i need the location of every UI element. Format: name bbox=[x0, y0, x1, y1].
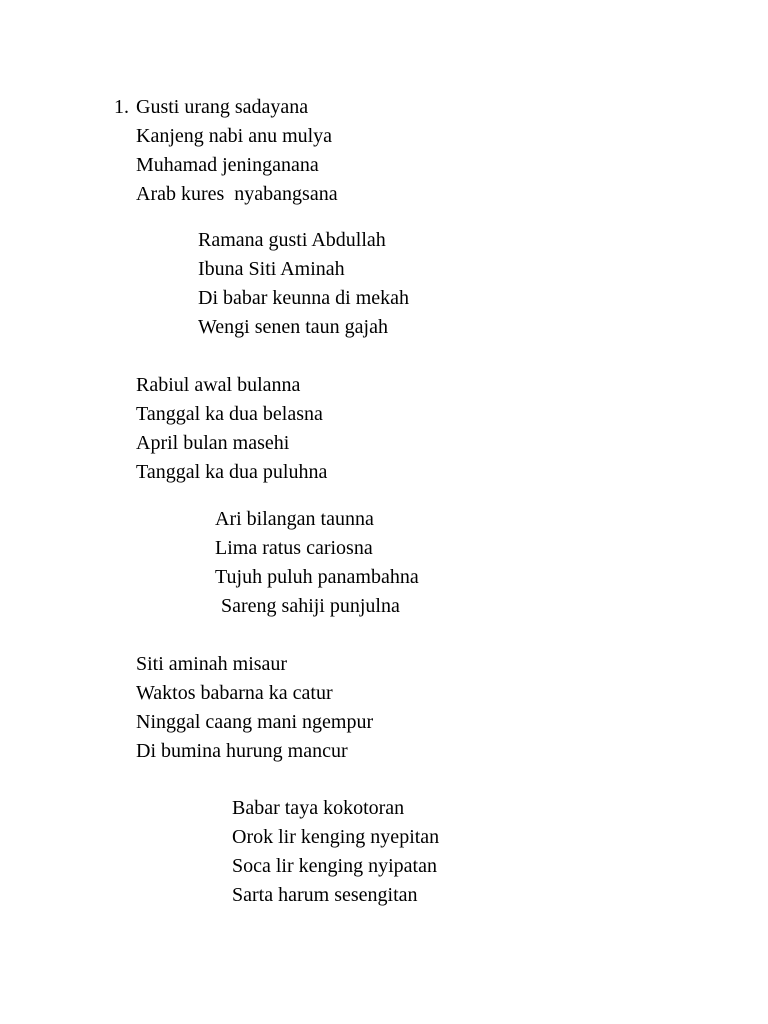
stanza-3 bbox=[136, 371, 327, 487]
poem-line: Kanjeng nabi anu mulya bbox=[136, 125, 333, 147]
poem-line: Sareng sahiji punjulna bbox=[221, 595, 400, 617]
poem-line: Ramana gusti Abdullah bbox=[198, 229, 386, 251]
poem-line: April bulan masehi bbox=[136, 432, 290, 454]
poem-line: Soca lir kenging nyipatan bbox=[232, 855, 437, 877]
poem-line: Wengi senen taun gajah bbox=[198, 316, 388, 338]
stanza-5 bbox=[136, 650, 373, 766]
poem-line: Siti aminah misaur bbox=[136, 653, 288, 675]
poem-line: Tanggal ka dua puluhna bbox=[136, 461, 328, 483]
poem-line: Ibuna Siti Aminah bbox=[198, 258, 345, 280]
poem-line: Di babar keunna di mekah bbox=[198, 287, 410, 309]
poem-line: Ninggal caang mani ngempur bbox=[136, 711, 374, 733]
stanza-4 bbox=[215, 505, 419, 621]
poem-line: Orok lir kenging nyepitan bbox=[232, 826, 440, 848]
poem-line: Muhamad jeninganana bbox=[136, 154, 319, 176]
poem-line: Arab kures nyabangsana bbox=[136, 183, 338, 205]
stanza-6 bbox=[232, 794, 439, 910]
stanza-1 bbox=[114, 93, 338, 209]
poem-line: Lima ratus cariosna bbox=[215, 537, 373, 559]
poem-line: Tanggal ka dua belasna bbox=[136, 403, 323, 425]
stanza-number: 1. bbox=[114, 96, 129, 118]
poem-line: Sarta harum sesengitan bbox=[232, 884, 418, 906]
poem-line: Babar taya kokotoran bbox=[232, 797, 405, 819]
stanza-2 bbox=[198, 226, 409, 342]
poem-line: Di bumina hurung mancur bbox=[136, 740, 348, 762]
poem-line: Rabiul awal bulanna bbox=[136, 374, 301, 396]
poem-line: Waktos babarna ka catur bbox=[136, 682, 333, 704]
poem-line: Gusti urang sadayana bbox=[136, 96, 309, 118]
poem-line: Ari bilangan taunna bbox=[215, 508, 374, 530]
poem-line: Tujuh puluh panambahna bbox=[215, 566, 419, 588]
